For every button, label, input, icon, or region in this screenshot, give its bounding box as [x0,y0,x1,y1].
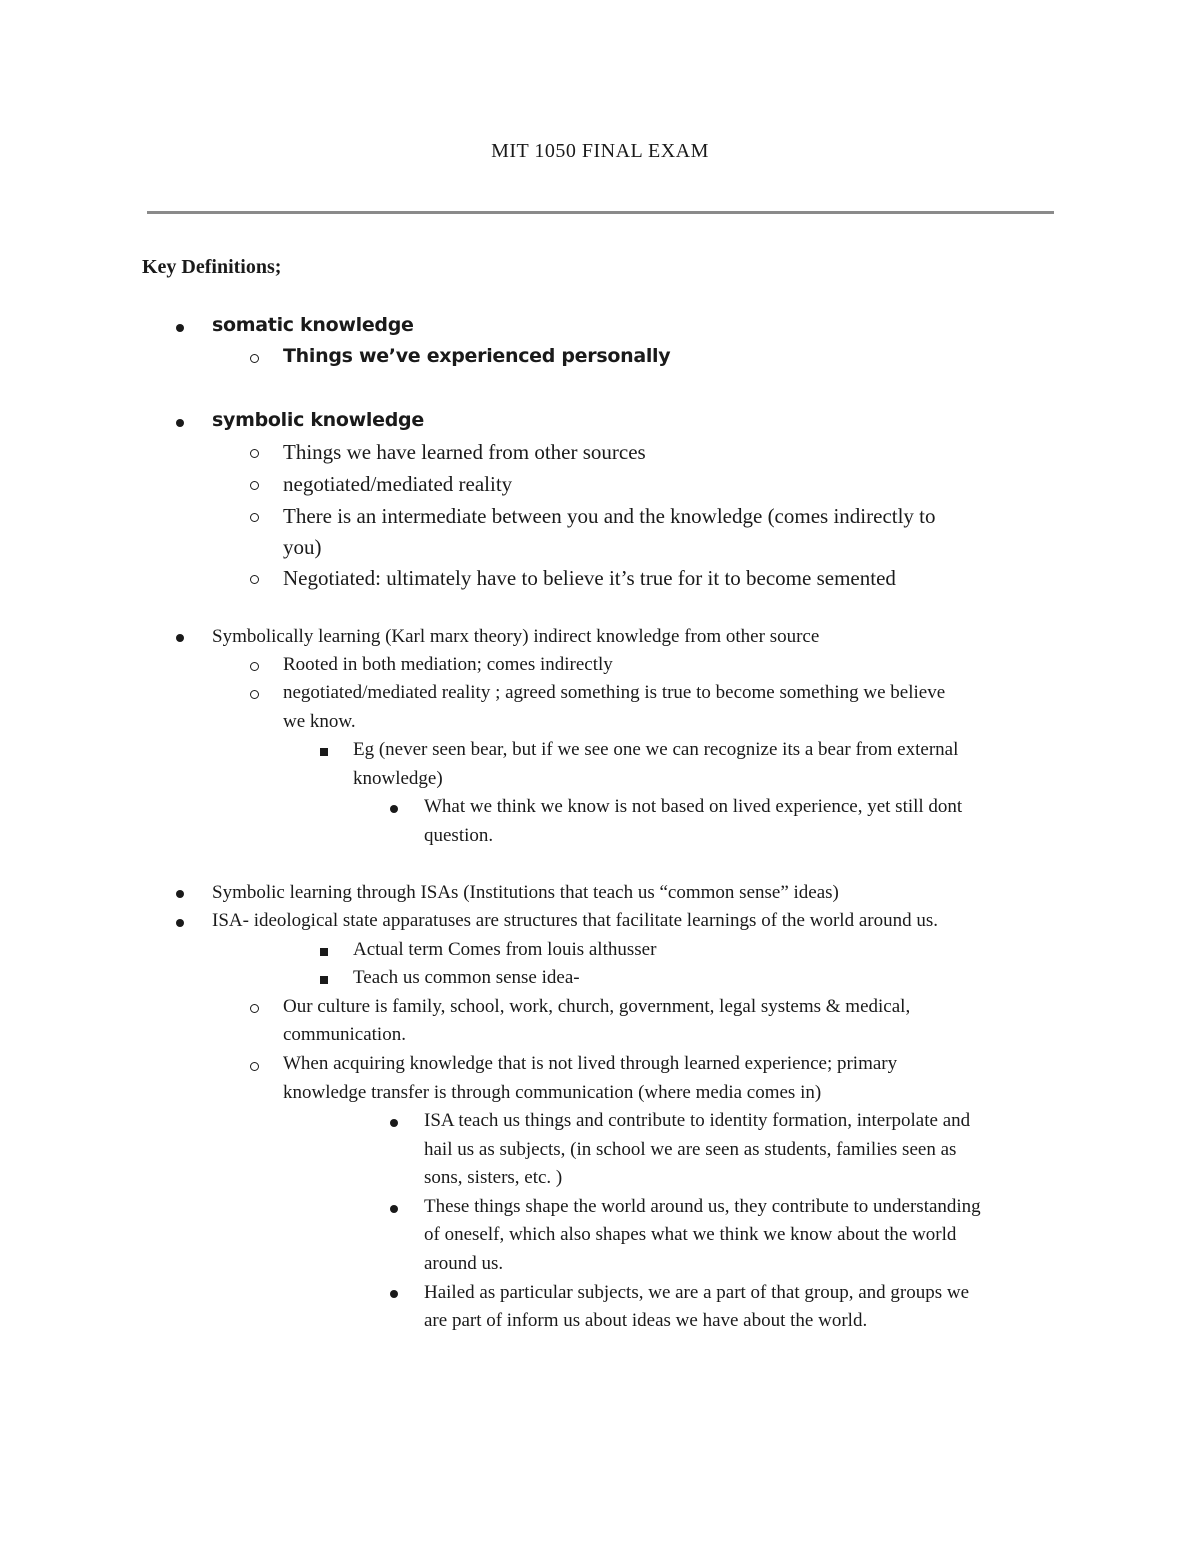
bullet-disc-icon [176,919,184,927]
bullet-circle-icon [250,690,259,699]
list-item: Negotiated: ultimately have to believe it’s true for it to become semented [283,566,896,590]
bullet-circle-icon [250,662,259,671]
list-item: These things shape the world around us, they contribute to understanding [424,1196,981,1217]
list-item-continuation: knowledge) [353,768,443,789]
bullet-disc-icon [176,890,184,898]
list-item: Eg (never seen bear, but if we see one we can recognize its a bear from external [353,739,959,760]
list-item: Things we have learned from other sources [283,440,646,464]
bullet-disc-icon [390,1205,398,1213]
bullet-disc-icon [176,324,184,332]
bullet-circle-icon [250,481,259,490]
list-item-continuation: you) [283,535,322,559]
list-item: Actual term Comes from louis althusser [353,939,657,960]
list-item: ISA teach us things and contribute to identity formation, interpolate and [424,1110,971,1131]
list-item: When acquiring knowledge that is not lived through learned experience; primary [283,1053,898,1074]
document-title: MIT 1050 FINAL EXAM [491,140,709,162]
list-item: Teach us common sense idea- [353,967,580,988]
list-item: Things we’ve experienced personally [283,345,671,367]
bullet-square-icon [320,748,328,756]
list-item: Rooted in both mediation; comes indirectly [283,654,613,675]
list-item: somatic knowledge [212,314,414,336]
list-item: negotiated/mediated reality [283,472,513,496]
bullet-square-icon [320,948,328,956]
section-heading: Key Definitions; [142,256,282,278]
list-item-continuation: of oneself, which also shapes what we think we know about the world [424,1224,957,1245]
list-item: Symbolically learning (Karl marx theory) indirect knowledge from other source [212,626,820,647]
bullet-circle-icon [250,354,259,363]
list-item-continuation: communication. [283,1024,406,1045]
list-item: Our culture is family, school, work, church, government, legal systems & medical, [283,996,911,1017]
list-item: Hailed as particular subjects, we are a part of that group, and groups we [424,1282,969,1303]
bullet-circle-icon [250,575,259,584]
list-item-continuation: are part of inform us about ideas we have about the world. [424,1310,868,1331]
bullet-disc-icon [390,1290,398,1298]
bullet-disc-icon [176,419,184,427]
list-item-continuation: hail us as subjects, (in school we are seen as students, families seen as [424,1139,957,1160]
list-item-continuation: sons, sisters, etc. ) [424,1167,563,1188]
bullet-circle-icon [250,1004,259,1013]
list-item: symbolic knowledge [212,409,424,431]
bullet-square-icon [320,976,328,984]
list-item: Symbolic learning through ISAs (Institutions that teach us “common sense” ideas) [212,882,839,903]
list-item-continuation: knowledge transfer is through communication (where media comes in) [283,1082,822,1103]
list-item: ISA- ideological state apparatuses are structures that facilitate learnings of the world around us. [212,910,938,931]
list-item: What we think we know is not based on lived experience, yet still dont [424,796,963,817]
list-item: There is an intermediate between you and the knowledge (comes indirectly to [283,504,936,528]
bullet-circle-icon [250,513,259,522]
list-item: negotiated/mediated reality ; agreed something is true to become something we believe [283,682,946,703]
bullet-disc-icon [176,634,184,642]
list-item-continuation: question. [424,825,494,846]
list-item-continuation: around us. [424,1253,504,1274]
bullet-disc-icon [390,1119,398,1127]
bullet-circle-icon [250,449,259,458]
bullet-circle-icon [250,1062,259,1071]
list-item-continuation: we know. [283,711,356,732]
bullet-disc-icon [390,805,398,813]
horizontal-rule [147,211,1054,214]
